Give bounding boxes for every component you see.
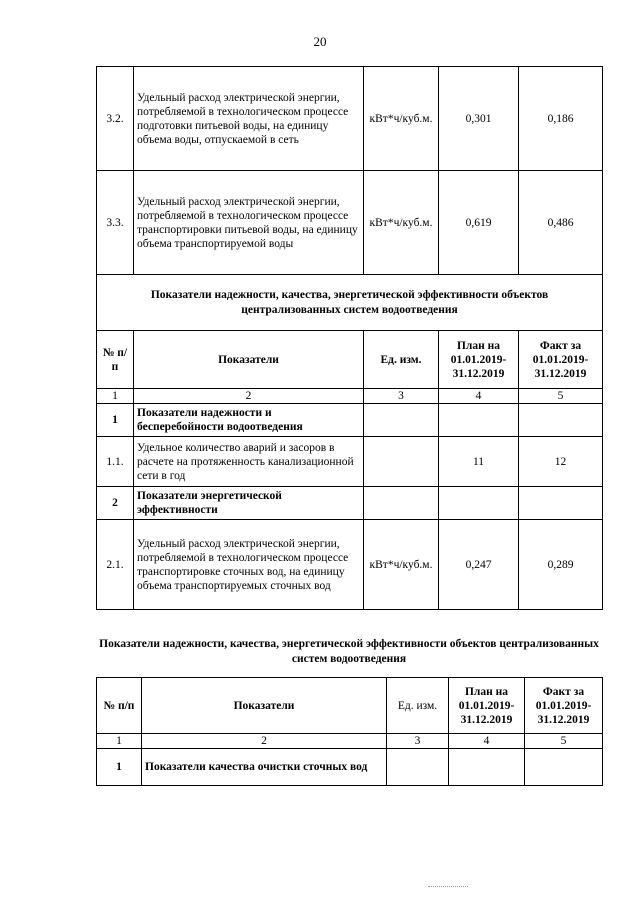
row-indicator: Удельный расход электрической энергии, потребляемой в технологическом процессе транспортировке сточных вод, на единицу объема транспортируемых сточных вод [134,520,364,610]
col-number: 2 [134,389,364,404]
table2-title: Показатели надежности, качества, энергетической эффективности объектов централизованных систем водоотведения [97,275,603,331]
column-numbers-row [97,734,603,749]
table-row [97,487,603,520]
row-plan [439,404,519,437]
row-plan [439,487,519,520]
row-fact [519,404,603,437]
row-fact: 0,289 [519,520,603,610]
table-title-row [97,275,603,331]
row-num: 1 [97,404,134,437]
row-indicator: Удельный расход электрической энергии, потребляемой в технологическом процессе транспортировки питьевой воды, на единицу объема транспортируемой воды [134,171,364,275]
header-row [97,331,603,389]
row-num: 1.1. [97,437,134,487]
header-fact: Факт за 01.01.2019-31.12.2019 [525,678,603,734]
table-row [97,520,603,610]
row-unit: кВт*ч/куб.м. [364,520,439,610]
header-fact: Факт за 01.01.2019-31.12.2019 [519,331,603,389]
col-number: 5 [519,389,603,404]
scan-mark [428,886,468,888]
header-num: № п/п [97,678,142,734]
header-plan: План на 01.01.2019-31.12.2019 [439,331,519,389]
row-indicator: Удельный расход электрической энергии, потребляемой в технологическом процессе подготовки питьевой воды, на единицу объема воды, отпускаемой в сеть [134,67,364,171]
row-fact [519,487,603,520]
row-unit: кВт*ч/куб.м. [364,67,439,171]
col-number: 1 [97,734,142,749]
table-row [97,404,603,437]
col-number: 2 [142,734,387,749]
row-unit: кВт*ч/куб.м. [364,171,439,275]
col-number: 3 [387,734,449,749]
row-unit [387,749,449,786]
row-plan: 0,247 [439,520,519,610]
row-fact: 12 [519,437,603,487]
column-numbers-row [97,389,603,404]
table-row [97,437,603,487]
row-plan: 0,619 [439,171,519,275]
header-plan: План на 01.01.2019-31.12.2019 [449,678,525,734]
row-num: 2 [97,487,134,520]
indicators-table-water [96,66,603,610]
row-indicator: Показатели надежности и бесперебойности водоотведения [134,404,364,437]
row-plan: 0,301 [439,67,519,171]
row-num: 2.1. [97,520,134,610]
row-unit [364,487,439,520]
row-num: 3.3. [97,171,134,275]
row-indicator: Удельное количество аварий и засоров в расчете на протяженность канализационной сети в год [134,437,364,487]
page-number: 20 [313,34,327,49]
row-indicator: Показатели качества очистки сточных вод [142,749,387,786]
row-fact: 0,486 [519,171,603,275]
header-row [97,678,603,734]
row-unit [364,437,439,487]
header-unit: Ед. изм. [387,678,449,734]
row-indicator: Показатели энергетической эффективности [134,487,364,520]
row-fact [525,749,603,786]
col-number: 4 [439,389,519,404]
indicators-table-wastewater-quality [96,677,603,786]
row-plan [449,749,525,786]
row-num: 1 [97,749,142,786]
header-indicator: Показатели [134,331,364,389]
header-unit: Ед. изм. [364,331,439,389]
row-plan: 11 [439,437,519,487]
table-row [97,749,603,786]
col-number: 4 [449,734,525,749]
row-num: 3.2. [97,67,134,171]
header-num: № п/п [97,331,134,389]
col-number: 5 [525,734,603,749]
header-indicator: Показатели [142,678,387,734]
table-row [97,171,603,275]
table3-title: Показатели надежности, качества, энергетической эффективности объектов централизованных систем водоотведения [99,638,599,665]
col-number: 3 [364,389,439,404]
row-unit [364,404,439,437]
table-row [97,67,603,171]
col-number: 1 [97,389,134,404]
row-fact: 0,186 [519,67,603,171]
